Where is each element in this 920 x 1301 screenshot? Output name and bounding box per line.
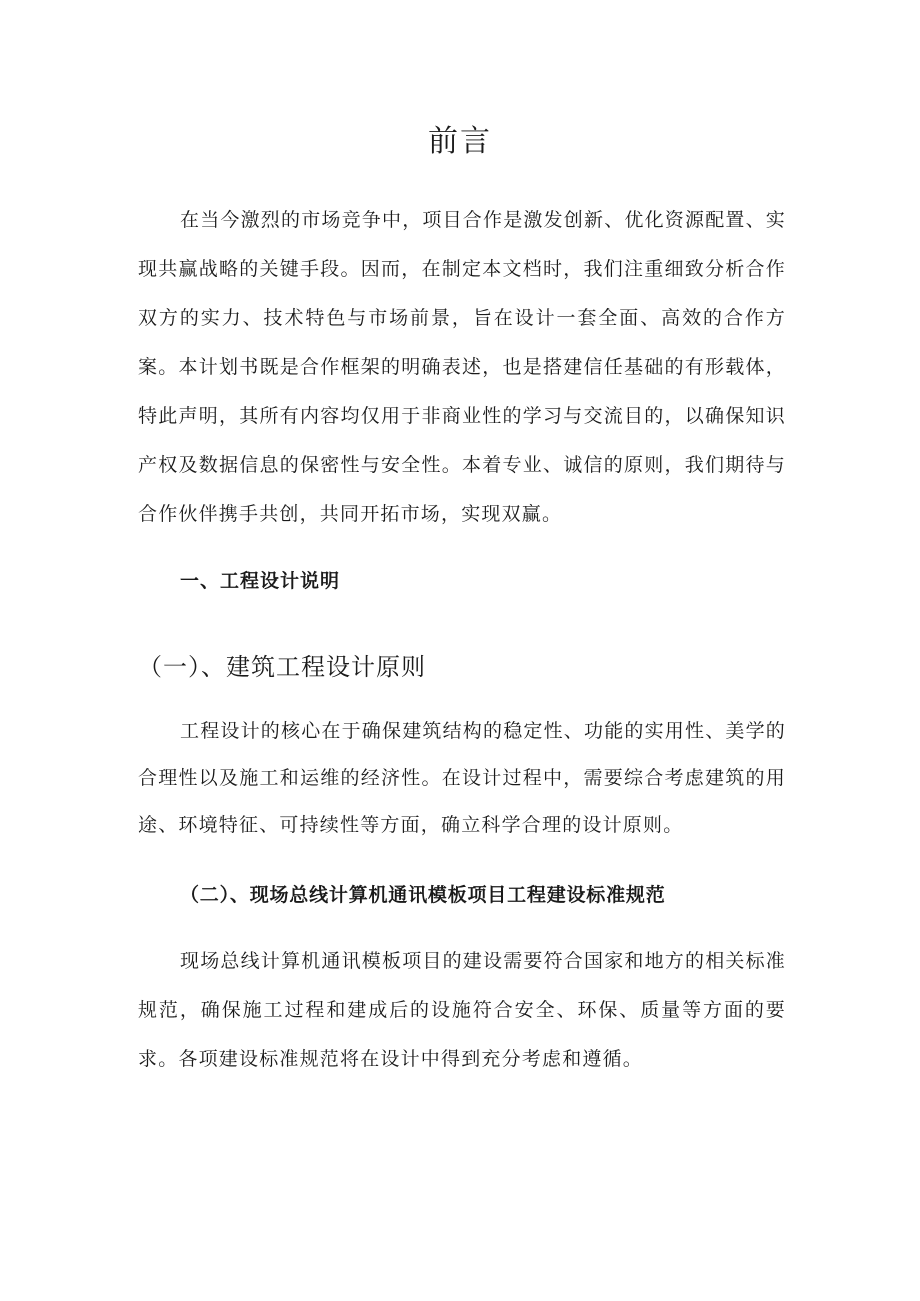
construction-standards-paragraph: 现场总线计算机通讯模板项目的建设需要符合国家和地方的相关标准规范，确保施工过程和建成后的设施符合安全、环保、质量等方面的要求。各项建设标准规范将在设计中得到充分考虑和遵循。 — [138, 950, 787, 1070]
section-heading-engineering-design: 一、工程设计说明 — [180, 570, 341, 592]
preface-paragraph: 在当今激烈的市场竞争中，项目合作是激发创新、优化资源配置、实现共赢战略的关键手段。因而，在制定本文档时，我们注重细致分析合作双方的实力、技术特色与市场前景，旨在设计一套全面、高效的合作方案。本计划书既是合作框架的明确表述，也是搭建信任基础的有形载体，特此声明，其所有内容均仅用于非商业性的学习与交流目的，以确保知识产权及数据信息的保密性与安全性。本着专业、诚信的原则，我们期待与合作伙伴携手共创，共同开拓市场，实现双赢。 — [138, 209, 787, 525]
subsection-heading-construction-standards: （二）、现场总线计算机通讯模板项目工程建设标准规范 — [180, 884, 666, 906]
page-title: 前言 — [428, 124, 492, 159]
subsection-heading-design-principles: （一）、建筑工程设计原则 — [138, 653, 426, 681]
design-principles-paragraph: 工程设计的核心在于确保建筑结构的稳定性、功能的实用性、美学的合理性以及施工和运维的经济性。在设计过程中，需要综合考虑建筑的用途、环境特征、可持续性等方面，确立科学合理的设计原则。 — [138, 720, 787, 836]
